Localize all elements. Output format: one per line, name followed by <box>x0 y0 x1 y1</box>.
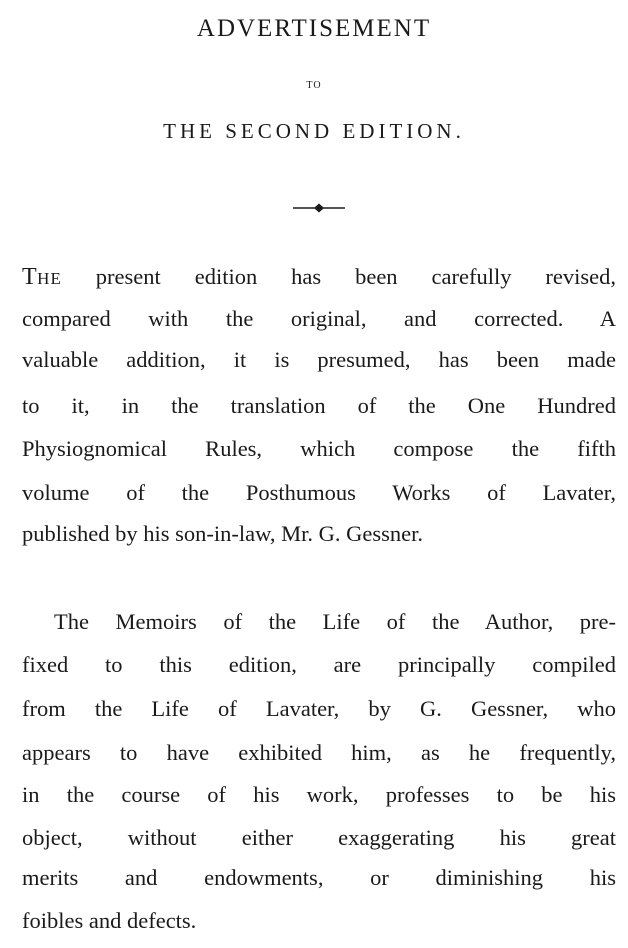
edition-heading: THE SECOND EDITION. <box>163 119 465 143</box>
paragraph-1-line-5: Physiognomical Rules, which compose the fifth <box>22 436 616 461</box>
dash-diamond-ornament-icon <box>293 200 345 216</box>
paragraph-2-line-7: merits and endowments, or diminishing his <box>22 865 616 890</box>
lead-smallcaps: HE <box>37 269 62 288</box>
paragraph-2-line-3: from the Life of Lavater, by G. Gessner, who <box>22 696 616 721</box>
paragraph-1-line-3: valuable addition, it is presumed, has been made <box>22 347 616 372</box>
paragraph-1-line-2: compared with the original, and corrected. A <box>22 306 616 331</box>
page-title: ADVERTISEMENT <box>196 15 432 42</box>
lead-initial: T <box>22 264 38 290</box>
paragraph-1-line-4: to it, in the translation of the One Hundred <box>22 393 616 418</box>
paragraph-2-line-2: fixed to this edition, are principally compiled <box>22 652 616 677</box>
paragraph-2-line-6: object, without either exaggerating his great <box>22 825 616 850</box>
paragraph-1-line-1-text: present edition has been carefully revised, <box>61 264 616 289</box>
paragraph-1-line-6: volume of the Posthumous Works of Lavater, <box>22 480 616 505</box>
paragraph-2-line-8: foibles and defects. <box>22 908 197 933</box>
paragraph-2-line-4: appears to have exhibited him, as he frequently, <box>22 740 616 765</box>
paragraph-2-line-1: The Memoirs of the Life of the Author, pre- <box>54 609 616 634</box>
paragraph-1-line-7: published by his son-in-law, Mr. G. Gessner. <box>22 521 424 546</box>
paragraph-1-line-1 <box>22 257 616 296</box>
heading-to: TO <box>306 80 322 91</box>
paragraph-2-line-5: in the course of his work, professes to be his <box>22 782 616 807</box>
